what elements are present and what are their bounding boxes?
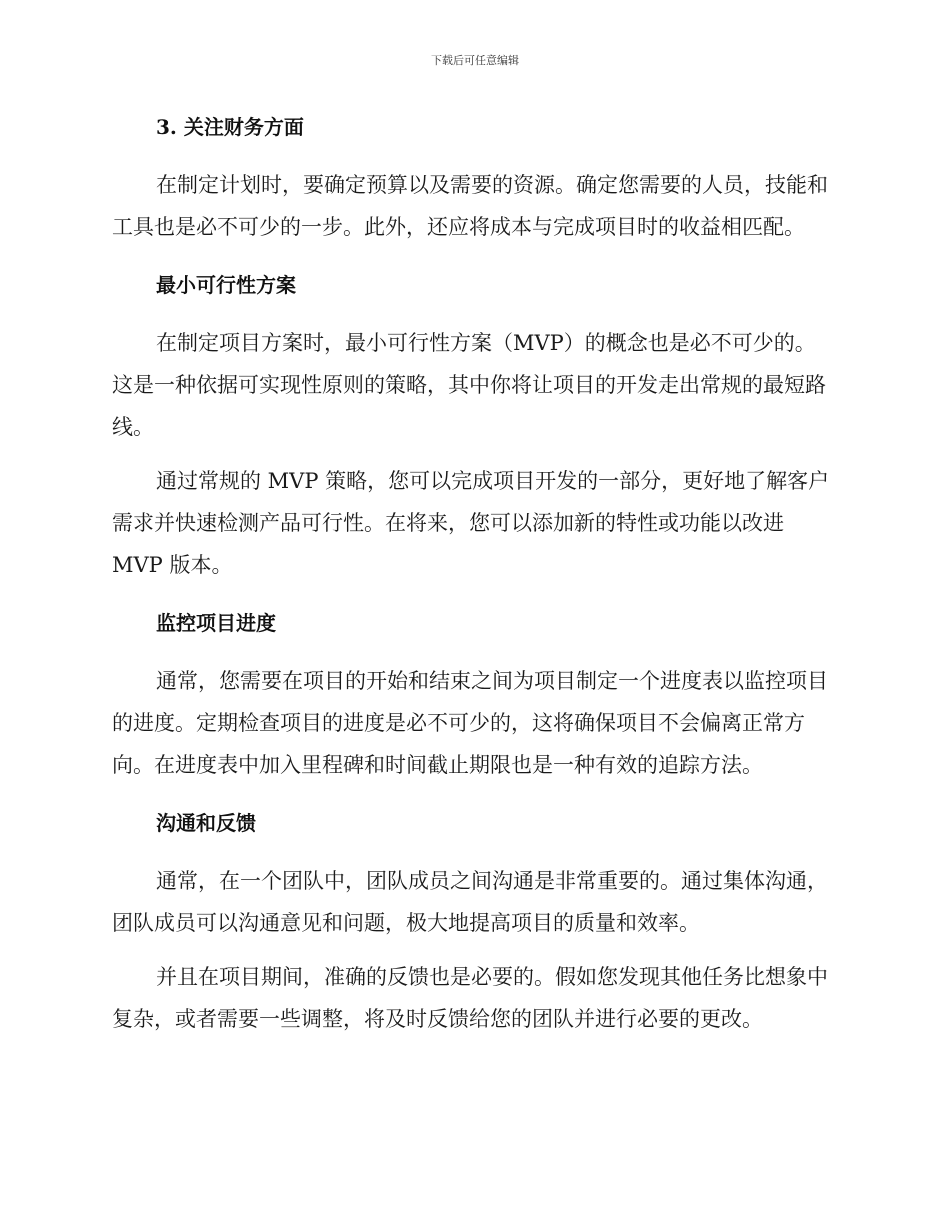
paragraph: 在制定计划时，要确定预算以及需要的资源。确定您需要的人员，技能和工具也是必不可少的一步。此外，还应将成本与完成项目时的收益相匹配。 [112,173,828,239]
paragraph: 并且在项目期间，准确的反馈也是必要的。假如您发现其他任务比想象中复杂，或者需要一些调整，将及时反馈给您的团队并进行必要的更改。 [112,965,828,1031]
page-header: 下载后可任意编辑 [431,54,519,67]
section-heading: 最小可行性方案 [156,273,296,297]
section-heading: 监控项目进度 [156,611,276,635]
paragraph: 通常，在一个团队中，团队成员之间沟通是非常重要的。通过集体沟通，团队成员可以沟通意见和问题，极大地提高项目的质量和效率。 [112,869,828,935]
section-mvp [112,266,832,586]
section-progress [112,604,832,786]
section-heading: 沟通和反馈 [156,811,256,835]
document-body [112,108,832,1040]
section-heading: 3. 关注财务方面 [156,115,304,139]
section-communication [112,804,832,1040]
paragraph: 通常，您需要在项目的开始和结束之间为项目制定一个进度表以监控项目的进度。定期检查项目的进度是必不可少的，这将确保项目不会偏离正常方向。在进度表中加入里程碑和时间截止期限也是一种有效的追踪方法。 [112,669,828,777]
paragraph: 通过常规的 MVP 策略，您可以完成项目开发的一部分，更好地了解客户需求并快速检测产品可行性。在将来，您可以添加新的特性或功能以改进 MVP 版本。 [112,469,830,577]
section-finance [112,108,832,248]
paragraph: 在制定项目方案时，最小可行性方案（MVP）的概念也是必不可少的。这是一种依据可实现性原则的策略，其中你将让项目的开发走出常规的最短路线。 [112,331,826,439]
